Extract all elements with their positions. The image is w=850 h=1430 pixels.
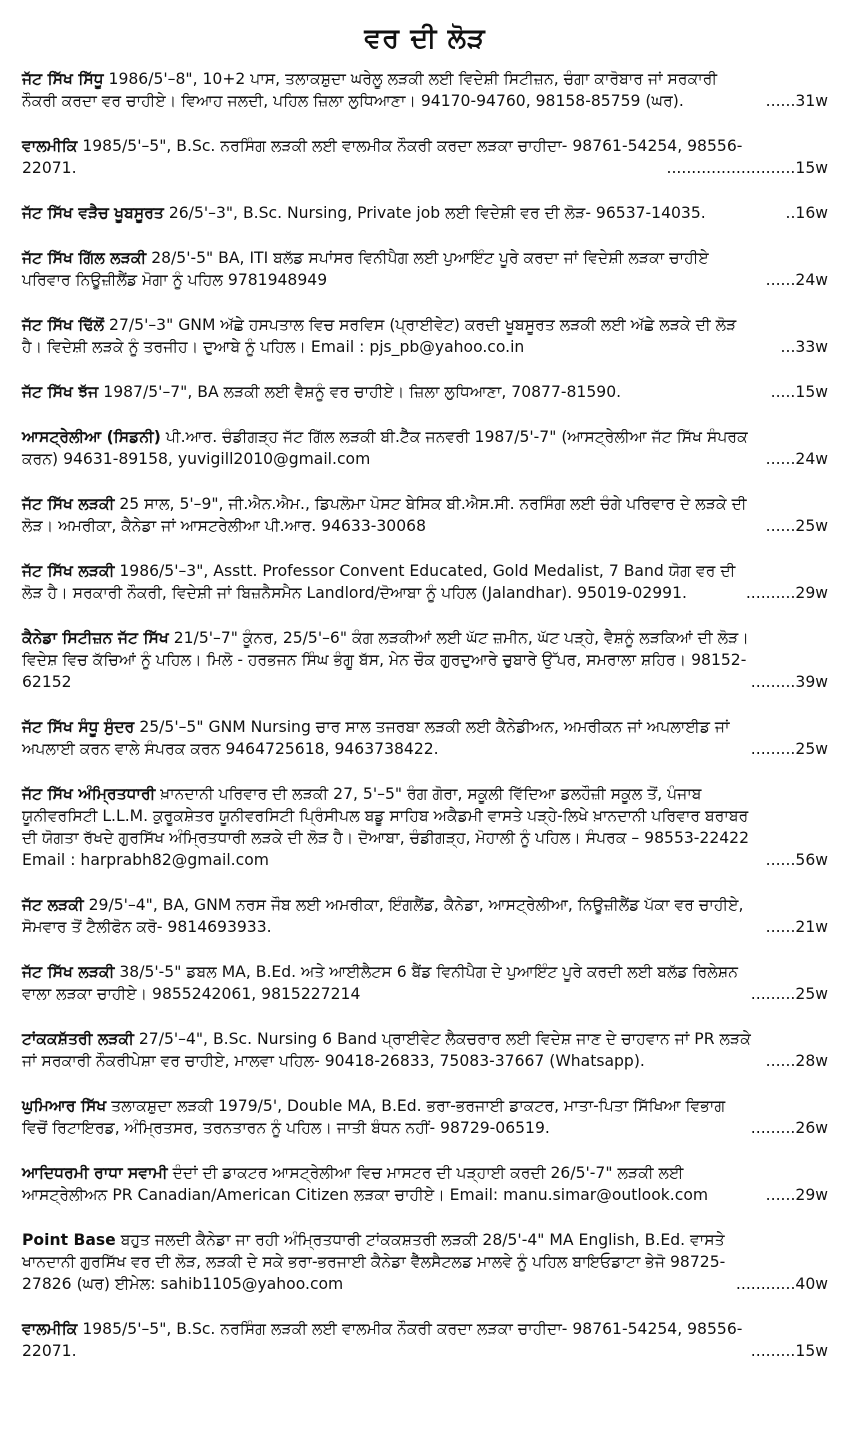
ad-code: ......21w [765,918,828,936]
ad-code: ..........................15w [666,159,828,177]
ad-code: ......28w [765,1052,828,1070]
ad-body: ਖ਼ਾਨਦਾਨੀ ਪਰਿਵਾਰ ਦੀ ਲੜਕੀ 27, 5'–5" ਰੰਗ ਗੋਰਾ, ਸਕੂਲੀ ਵਿੱਦਿਆ ਡਲਹੌਜ਼ੀ ਸਕੂਲ ਤੋਂ, ਪੰਜਾਬ ਯੂਨੀਵਰਸਿਟੀ L.L.M. ਕੁਰੂਕਸ਼ੇਤਰ ਯੂਨੀਵਰਸਿਟੀ ਪ੍ਰਿੰਸੀਪਲ ਬਡੂ ਸਾਹਿਬ ਅਕੈਡਮੀ ਵਾਸਤੇ ਪੜ੍ਹੇ-ਲਿਖੇ ਖ਼ਾਨਦਾਨੀ ਪਰਿਵਾਰ ਬਰਾਬਰ ਦੀ ਯੋਗਤਾ ਰੱਖਦੇ ਗੁਰਸਿੱਖ ਅੰਮ੍ਰਿਤਧਾਰੀ ਲੜਕੇ ਦੀ ਲੋੜ ਹੈ। ਦੋਆਬਾ, ਚੰਡੀਗੜ੍ਹ, ਮੋਹਾਲੀ ਨੂੰ ਪਹਿਲ। ਸੰਪਰਕ – 98553-22422 Email : harprabh82@gmail.com [22,785,750,869]
ad-body: 25 ਸਾਲ, 5'–9", ਜੀ.ਐਨ.ਐਮ., ਡਿਪਲੋਮਾ ਪੋਸਟ ਬੇਸਿਕ ਬੀ.ਐਸ.ਸੀ. ਨਰਸਿੰਗ ਲਈ ਚੰਗੇ ਪਰਿਵਾਰ ਦੇ ਲੜਕੇ ਦੀ ਲੋੜ। ਅਮਰੀਕਾ, ਕੈਨੇਡਾ ਜਾਂ ਆਸਟਰੇਲੀਆ ਪੀ.ਆਰ. 94633-30068 [22,495,747,535]
ad-code: .........15w [750,1342,828,1360]
classified-ad [22,1162,828,1206]
ad-heading: ਜੱਟ ਸਿੱਖ ਅੰਮ੍ਰਿਤਧਾਰੀ [22,785,156,803]
classified-ad [22,314,828,358]
classified-ad [22,894,828,938]
ad-body: 27/5'–4", B.Sc. Nursing 6 Band ਪ੍ਰਾਈਵੇਟ ਲੈਕਚਰਾਰ ਲਈ ਵਿਦੇਸ਼ ਜਾਣ ਦੇ ਚਾਹਵਾਨ ਜਾਂ PR ਲੜਕੇ ਜਾਂ ਸਰਕਾਰੀ ਨੌਕਰੀਪੇਸ਼ਾ ਵਰ ਚਾਹੀਏ, ਮਾਲਵਾ ਪਹਿਲ- 90418-26833, 75083-37667 (Whatsapp). [22,1030,751,1070]
ad-code: ......24w [765,271,828,289]
ad-heading: ਜੱਟ ਸਿੱਖ ਢਿੱਲੋਂ [22,316,105,334]
ad-body: 1987/5'–7", BA ਲੜਕੀ ਲਈ ਵੈਸ਼ਨੂੰ ਵਰ ਚਾਹੀਏ। ਜ਼ਿਲਾ ਲੁਧਿਆਣਾ, 70877-81590. [103,383,622,401]
ad-heading: ਘੁਮਿਆਰ ਸਿੱਖ [22,1097,107,1115]
ad-heading: ਆਦਿਧਰਮੀ ਰਾਧਾ ਸਵਾਮੀ [22,1164,168,1182]
classified-ad [22,716,828,760]
ad-code: .........25w [750,985,828,1003]
ad-code: ..........29w [745,584,828,602]
classified-ad [22,961,828,1005]
ad-body: ਬਹੁਤ ਜਲਦੀ ਕੈਨੇਡਾ ਜਾ ਰਹੀ ਅੰਮ੍ਰਿਤਧਾਰੀ ਟਾਂਕਕਸ਼ਤਰੀ ਲੜਕੀ 28/5'-4" MA English, B.Ed. ਵਾਸਤੇ ਖਾਨਦਾਨੀ ਗੁਰਸਿੱਖ ਵਰ ਦੀ ਲੋੜ, ਲੜਕੀ ਦੇ ਸਕੇ ਭਰਾ-ਭਰਜਾਈ ਕੈਨੇਡਾ ਵੈੱਲਸੈਟਲਡ ਮਾਲਵੇ ਨੂੰ ਪਹਿਲ ਬਾਇਓਡਾਟਾ ਭੇਜੋ 98725-27826 (ਘਰ) ਈਮੇਲ: sahib1105@yahoo.com [22,1231,726,1293]
ad-heading: ਜੱਟ ਲੜਕੀ [22,896,84,914]
ad-heading: ਵਾਲਮੀਕਿ [22,1320,78,1338]
ad-body: 1985/5'–5", B.Sc. ਨਰਸਿੰਗ ਲੜਕੀ ਲਈ ਵਾਲਮੀਕ ਨੌਕਰੀ ਕਰਦਾ ਲੜਕਾ ਚਾਹੀਦਾ- 98761-54254, 98556-22071. [22,137,743,177]
ad-heading: ਜੱਟ ਸਿੱਖ ਲੜਕੀ [22,963,115,981]
ad-body: 28/5'-5" BA, ITI ਬਲੱਡ ਸਪਾਂਸਰ ਵਿਨੀਪੈਗ ਲਈ ਪੁਆਇੰਟ ਪੂਰੇ ਕਰਦਾ ਜਾਂ ਵਿਦੇਸ਼ੀ ਲੜਕਾ ਚਾਹੀਏ ਪਰਿਵਾਰ ਨਿਊਜ਼ੀਲੈਂਡ ਮੋਗਾ ਨੂੰ ਪਹਿਲ 9781948949 [22,249,709,289]
ad-heading: ਟਾਂਕਕਸ਼ੱਤਰੀ ਲੜਕੀ [22,1030,134,1048]
ad-code: .........26w [750,1119,828,1137]
ad-body: 25/5'–5" GNM Nursing ਚਾਰ ਸਾਲ ਤਜਰਬਾ ਲੜਕੀ ਲਈ ਕੈਨੇਡੀਅਨ, ਅਮਰੀਕਨ ਜਾਂ ਅਪਲਾਈਡ ਜਾਂ ਅਪਲਾਈ ਕਰਨ ਵਾਲੇ ਸੰਪਰਕ ਕਰਨ 9464725618, 9463738422. [22,718,730,758]
classified-ad [22,247,828,291]
ad-body: 26/5'–3", B.Sc. Nursing, Private job ਲਈ ਵਿਦੇਸ਼ੀ ਵਰ ਦੀ ਲੋੜ- 96537-14035. [168,204,706,222]
ad-heading: ਜੱਟ ਸਿੱਖ ਵੜੈਚ ਖੂਬਸੂਰਤ [22,204,164,222]
page-title: ਵਰ ਦੀ ਲੋੜ [364,23,486,54]
classified-ad [22,202,828,224]
ad-body: ਤਲਾਕਸ਼ੁਦਾ ਲੜਕੀ 1979/5', Double MA, B.Ed. ਭਰਾ-ਭਰਜਾਈ ਡਾਕਟਰ, ਮਾਤਾ-ਪਿਤਾ ਸਿੱਖਿਆ ਵਿਭਾਗ ਵਿਚੋਂ ਰਿਟਾਇਰਡ, ਅੰਮ੍ਰਿਤਸਰ, ਤਰਨਤਾਰਨ ਨੂੰ ਪਹਿਲ। ਜਾਤੀ ਬੰਧਨ ਨਹੀਂ- 98729-06519. [22,1097,726,1137]
ad-code: ......24w [765,450,828,468]
classified-ad [22,1318,828,1362]
ad-code: ............40w [735,1275,828,1293]
ad-body: 21/5'–7" ਕੂੰਨਰ, 25/5'–6" ਕੰਗ ਲੜਕੀਆਂ ਲਈ ਘੱਟ ਜ਼ਮੀਨ, ਘੱਟ ਪੜ੍ਹੇ, ਵੈਸ਼ਨੂੰ ਲੜਕਿਆਂ ਦੀ ਲੋੜ। ਵਿਦੇਸ਼ ਵਿਚ ਕੱਚਿਆਂ ਨੂੰ ਪਹਿਲ। ਮਿਲੋ - ਹਰਭਜਨ ਸਿੰਘ ਭੰਗੂ ਬੱਸ, ਮੇਨ ਚੌਕ ਗੁਰਦੁਆਰੇ ਚੁਬਾਰੇ ਉੱਪਰ, ਸਮਰਾਲਾ ਸ਼ਹਿਰ। 98152-62152 [22,629,749,691]
ad-heading: ਜੱਟ ਸਿੱਖ ਲੜਕੀ [22,562,115,580]
classified-ad [22,135,828,179]
ad-heading: ਕੈਨੇਡਾ ਸਿਟੀਜ਼ਨ ਜੱਟ ਸਿੱਖ [22,629,169,647]
classified-ad [22,783,828,871]
ad-heading: Point Base [22,1231,116,1249]
ad-heading: ਜੱਟ ਸਿੱਖ ਗਿੱਲ ਲੜਕੀ [22,249,147,267]
ad-code: .....15w [770,383,828,401]
ad-code: ......31w [765,92,828,110]
ad-body: ਦੰਦਾਂ ਦੀ ਡਾਕਟਰ ਆਸਟ੍ਰੇਲੀਆ ਵਿਚ ਮਾਸਟਰ ਦੀ ਪੜ੍ਹਾਈ ਕਰਦੀ 26/5'-7" ਲੜਕੀ ਲਈ ਆਸਟ੍ਰੇਲੀਅਨ PR Canadian/American Citizen ਲੜਕਾ ਚਾਹੀਏ। Email: manu.simar@outlook.com [22,1164,709,1204]
ad-body: 1985/5'–5", B.Sc. ਨਰਸਿੰਗ ਲੜਕੀ ਲਈ ਵਾਲਮੀਕ ਨੌਕਰੀ ਕਰਦਾ ਲੜਕਾ ਚਾਹੀਦਾ- 98761-54254, 98556-22071. [22,1320,743,1360]
classified-ad [22,1028,828,1072]
ad-code: ......25w [765,517,828,535]
ad-heading: ਜੱਟ ਸਿੱਖ ਸੰਧੂ ਸੁੰਦਰ [22,718,135,736]
ad-body: 1986/5'–3", Asstt. Professor Convent Educated, Gold Medalist, 7 Band ਯੋਗ ਵਰ ਦੀ ਲੋੜ ਹੈ। ਸਰਕਾਰੀ ਨੌਕਰੀ, ਵਿਦੇਸ਼ੀ ਜਾਂ ਬਿਜ਼ਨੈਸਮੈਨ Landlord/ਦੋਆਬਾ ਨੂੰ ਪਹਿਲ (Jalandhar). 95019-02991. [22,562,736,602]
ads-list [22,68,828,1362]
ad-body: 27/5'–3" GNM ਅੱਛੇ ਹਸਪਤਾਲ ਵਿਚ ਸਰਵਿਸ (ਪ੍ਰਾਈਵੇਟ) ਕਰਦੀ ਖੂਬਸੂਰਤ ਲੜਕੀ ਲਈ ਅੱਛੇ ਲੜਕੇ ਦੀ ਲੋੜ ਹੈ। ਵਿਦੇਸ਼ੀ ਲੜਕੇ ਨੂੰ ਤਰਜੀਹ। ਦੁਆਬੇ ਨੂੰ ਪਹਿਲ। Email : pjs_pb@yahoo.co.in [22,316,737,356]
ad-code: .........39w [750,673,828,691]
classified-ad [22,627,828,693]
ad-code: .........25w [750,740,828,758]
ad-body: 38/5'-5" ਡਬਲ MA, B.Ed. ਅਤੇ ਆਈਲੈਟਸ 6 ਬੈਂਡ ਵਿਨੀਪੈਗ ਦੇ ਪੁਆਇੰਟ ਪੂਰੇ ਕਰਦੀ ਲਈ ਬਲੱਡ ਰਿਲੇਸ਼ਨ ਵਾਲਾ ਲੜਕਾ ਚਾਹੀਏ। 9855242061, 9815227214 [22,963,738,1003]
classified-ad [22,381,828,403]
ad-code: ...33w [780,338,828,356]
ad-code: ......56w [765,851,828,869]
classified-ad [22,1095,828,1139]
ad-heading: ਜੱਟ ਸਿੱਖ ਸਿੱਧੂ [22,70,104,88]
ad-body: ਪੀ.ਆਰ. ਚੰਡੀਗੜ੍ਹ ਜੱਟ ਗਿੱਲ ਲੜਕੀ ਬੀ.ਟੈੱਕ ਜਨਵਰੀ 1987/5'-7" (ਆਸਟ੍ਰੇਲੀਆ ਜੱਟ ਸਿੱਖ ਸੰਪਰਕ ਕਰਨ) 94631-89158, yuvigill2010@gmail.com [22,428,748,468]
classified-ad [22,560,828,604]
ad-body: 29/5'–4", BA, GNM ਨਰਸ ਜੌਬ ਲਈ ਅਮਰੀਕਾ, ਇੰਗਲੈਂਡ, ਕੈਨੇਡਾ, ਆਸਟ੍ਰੇਲੀਆ, ਨਿਊਜ਼ੀਲੈਂਡ ਪੱਕਾ ਵਰ ਚਾਹੀਏ, ਸੋਮਵਾਰ ਤੋਂ ਟੈਲੀਫੋਨ ਕਰੋ- 9814693933. [22,896,744,936]
ad-body: 1986/5'–8", 10+2 ਪਾਸ, ਤਲਾਕਸ਼ੁਦਾ ਘਰੇਲੂ ਲੜਕੀ ਲਈ ਵਿਦੇਸ਼ੀ ਸਿਟੀਜ਼ਨ, ਚੰਗਾ ਕਾਰੋਬਾਰ ਜਾਂ ਸਰਕਾਰੀ ਨੌਕਰੀ ਕਰਦਾ ਵਰ ਚਾਹੀਏ। ਵਿਆਹ ਜਲਦੀ, ਪਹਿਲ ਜ਼ਿਲਾ ਲੁਧਿਆਣਾ। 94170-94760, 98158-85759 (ਘਰ). [22,70,718,110]
classified-ad [22,68,828,112]
ad-heading: ਵਾਲਮੀਕਿ [22,137,78,155]
ad-code: ..16w [785,204,828,222]
ad-heading: ਜੱਟ ਸਿੱਖ ਝੱਜ [22,383,99,401]
classified-ad [22,1229,828,1295]
ad-heading: ਆਸਟ੍ਰੇਲੀਆ (ਸਿਡਨੀ) [22,428,161,446]
ad-code: ......29w [765,1186,828,1204]
classified-ad [22,493,828,537]
ad-heading: ਜੱਟ ਸਿੱਖ ਲੜਕੀ [22,495,115,513]
classified-ad [22,426,828,470]
